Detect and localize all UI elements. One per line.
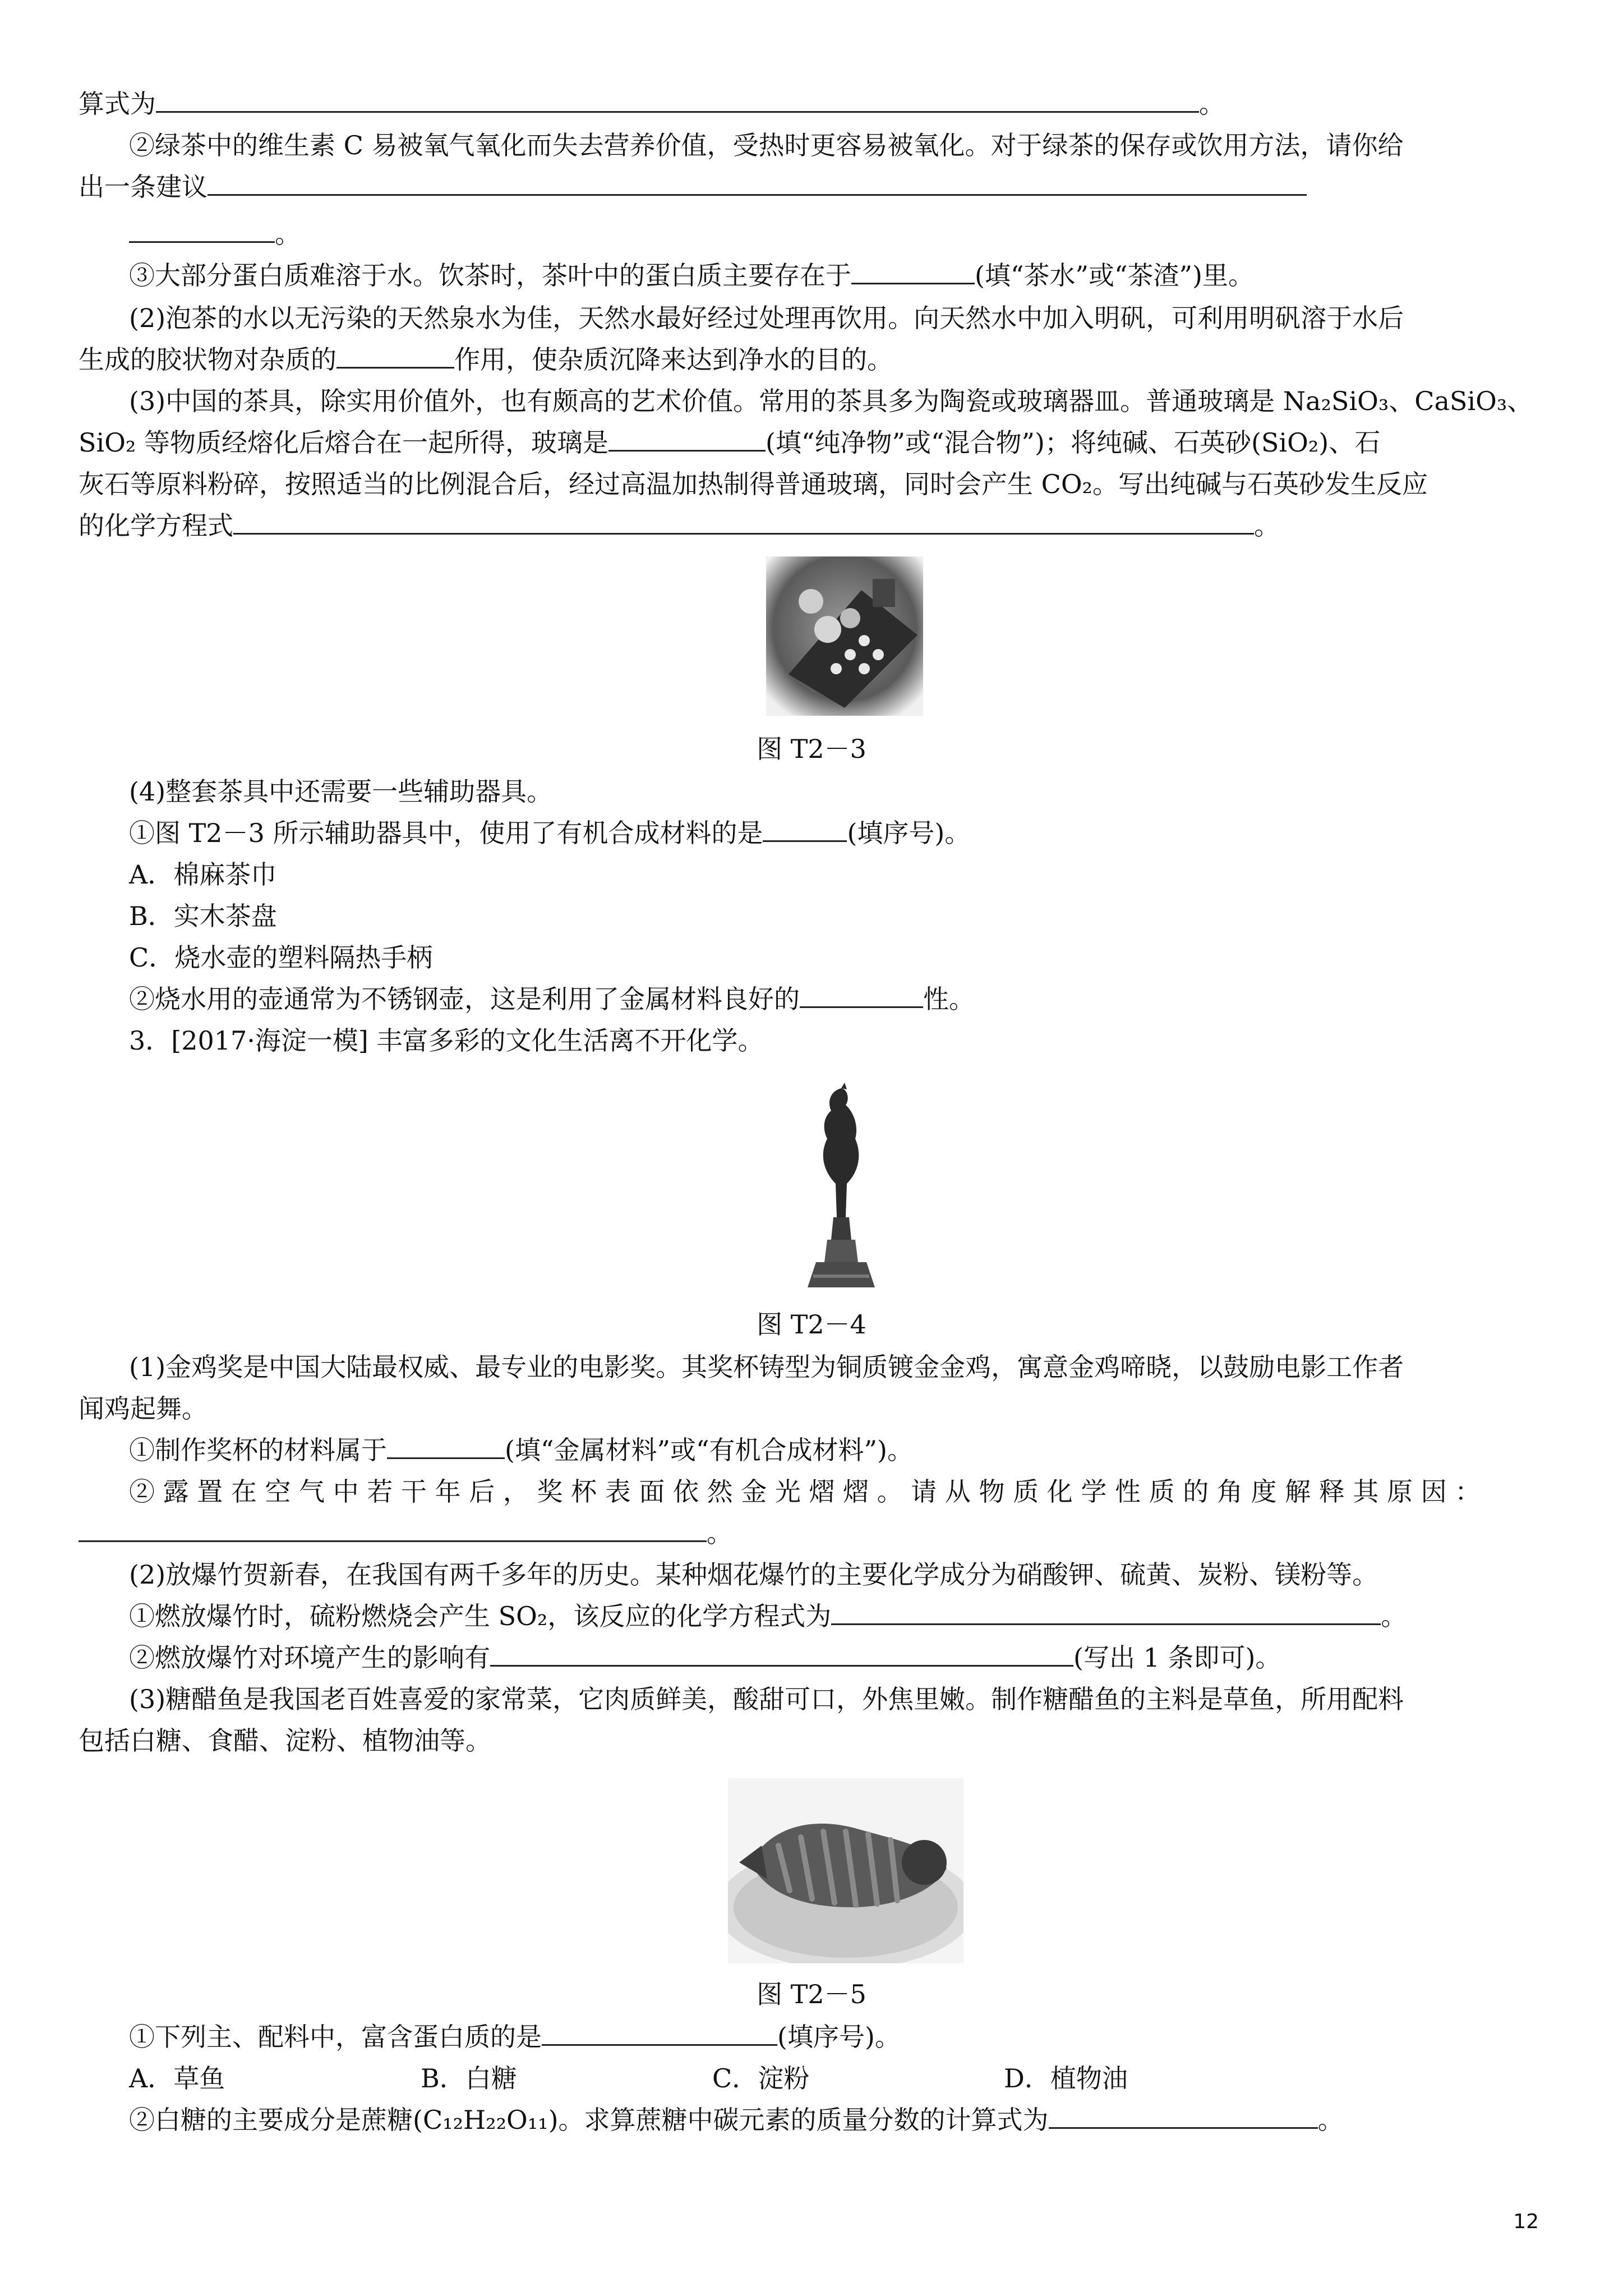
text: ②白糖的主要成分是蔗糖(C₁₂H₂₂O₁₁)。求算蔗糖中碳元素的质量分数的计算式为: [129, 2105, 1049, 2135]
text: (填“纯净物”或“混合物”)；将纯碱、石英砂(SiO₂)、石: [766, 427, 1381, 458]
answer-blank[interactable]: [851, 257, 975, 284]
answer-blank[interactable]: [208, 168, 1307, 196]
text: ② 露 置 在 空 气 中 若 干 年 后 ， 奖 杯 表 面 依 然 金 光 熠 熠 。 请 从 物 质 化 学 性 质 的 角 度 解 释 其 原 因 ：: [129, 1476, 1481, 1507]
answer-blank[interactable]: [336, 341, 454, 369]
text-line: [129, 978, 1598, 1020]
text: 3．[2017·海淀一模] 丰富多彩的文化生活离不开化学。: [129, 1025, 764, 1056]
option-c: C．烧水壶的塑料隔热手柄: [129, 942, 433, 973]
text: (3)糖醋鱼是我国老百姓喜爱的家常菜，它肉质鲜美，酸甜可口，外焦里嫩。制作糖醋鱼的主料是草鱼，所用配料: [129, 1684, 1404, 1714]
answer-blank[interactable]: [763, 815, 847, 842]
text-line: [129, 1678, 1598, 1720]
answer-blank[interactable]: [608, 424, 766, 452]
text: 性。: [923, 984, 975, 1014]
text: (1)金鸡奖是中国大陆最权威、最专业的电影奖。其奖杯铸型为铜质镀金金鸡，寓意金鸡啼晓，以鼓励电影工作者: [129, 1352, 1404, 1382]
text: (4)整套茶具中还需要一些辅助器具。: [129, 776, 553, 807]
text: ①燃放爆竹时，硫粉燃烧会产生 SO₂，该反应的化学方程式为: [129, 1601, 832, 1631]
text-line: [129, 380, 1598, 422]
text-line: [129, 255, 1598, 296]
text: (2)泡茶的水以无污染的天然泉水为佳，天然水最好经过处理再饮用。向天然水中加入明矾，可利用明矾溶于水后: [129, 303, 1404, 333]
option-line: [129, 854, 1598, 895]
text-line: [79, 339, 1548, 380]
text-line: [129, 1471, 1598, 1512]
text: SiO₂ 等物质经熔化后熔合在一起所得，玻璃是: [79, 427, 608, 458]
golden-rooster-trophy-photo: [796, 1077, 886, 1290]
text: ②燃放爆竹对环境产生的影响有: [129, 1642, 490, 1673]
text-line: [79, 166, 1548, 208]
answer-blank[interactable]: [490, 1639, 1073, 1667]
option-line: [129, 2058, 1598, 2099]
text-line: [129, 812, 1598, 854]
text-line: [129, 125, 1598, 166]
text-line: [129, 2099, 1598, 2141]
figure-caption: 图 T2－5: [757, 1979, 866, 2009]
page-number: 12: [1513, 2210, 1539, 2233]
answer-blank[interactable]: [387, 1432, 505, 1459]
figure-caption: 图 T2－4: [757, 1309, 866, 1340]
text-line: [129, 213, 1598, 255]
text: ②绿茶中的维生素 C 易被氧气氧化而失去营养价值，受热时更容易被氧化。对于绿茶的保存或饮用方法，请你给: [129, 130, 1404, 160]
text: 。: [707, 1518, 732, 1548]
text: (写出 1 条即可)。: [1073, 1642, 1281, 1673]
option-line: [129, 895, 1598, 937]
answer-blank[interactable]: [800, 981, 923, 1008]
text-line: [79, 422, 1548, 463]
text-line: [129, 1554, 1598, 1595]
sweet-sour-fish-photo: [728, 1778, 963, 1963]
text: 。: [1199, 89, 1225, 119]
text: 作用，使杂质沉降来达到净水的目的。: [454, 344, 893, 375]
option-a: A．草鱼: [129, 2063, 225, 2093]
text-line: [129, 1637, 1598, 1678]
text: 出一条建议: [79, 172, 208, 202]
text: 灰石等原料粉碎，按照适当的比例混合后，经过高温加热制得普通玻璃，同时会产生 CO₂。写出纯碱与石英砂发生反应: [79, 469, 1428, 499]
answer-blank[interactable]: [156, 85, 1199, 113]
answer-blank[interactable]: [831, 1598, 1381, 1625]
text: ①制作奖杯的材料属于: [129, 1435, 387, 1465]
question-heading: [129, 1020, 1598, 1061]
tea-set-photo: [766, 556, 923, 716]
text-line: [129, 297, 1598, 339]
text: ①图 T2－3 所示辅助器具中，使用了有机合成材料的是: [129, 818, 763, 848]
answer-blank[interactable]: [129, 215, 275, 243]
option-line: [129, 937, 1598, 978]
text: 。: [275, 219, 301, 249]
text: (填序号)。: [777, 2022, 901, 2052]
text: 。: [1317, 2105, 1344, 2135]
text-line: [129, 2016, 1598, 2058]
text-line: [79, 1720, 1548, 1761]
option-b: B．实木茶盘: [129, 901, 277, 931]
text: 的化学方程式: [79, 510, 233, 541]
text-line: [79, 83, 1548, 125]
option-a: A．棉麻茶巾: [129, 859, 277, 890]
text: (填序号)。: [847, 818, 971, 848]
answer-blank[interactable]: [1049, 2101, 1318, 2129]
answer-blank[interactable]: [542, 2018, 777, 2046]
text: (3)中国的茶具，除实用价值外，也有颇高的艺术价值。常用的茶具多为陶瓷或玻璃器皿。普通玻璃是 Na₂SiO₃、CaSiO₃、: [129, 386, 1533, 416]
text: ③大部分蛋白质难溶于水。饮茶时，茶叶中的蛋白质主要存在于: [129, 260, 851, 291]
option-d: D．植物油: [1004, 2063, 1128, 2093]
text: 。: [1381, 1601, 1407, 1631]
text-line: [129, 1429, 1598, 1471]
text-line: [79, 463, 1548, 505]
text: 闻鸡起舞。: [79, 1393, 208, 1424]
text-line: [129, 1595, 1598, 1637]
text: (填“茶水”或“茶渣”)里。: [975, 260, 1254, 291]
text: ①下列主、配料中，富含蛋白质的是: [129, 2022, 542, 2052]
option-c: C．淀粉: [712, 2063, 810, 2093]
text-line: [129, 771, 1598, 812]
text: (2)放爆竹贺新春，在我国有两千多年的历史。某种烟花爆竹的主要化学成分为硝酸钾、硫黄、炭粉、镁粉等。: [129, 1559, 1378, 1590]
text-line: [79, 505, 1548, 546]
text: 生成的胶状物对杂质的: [79, 344, 336, 375]
text: 算式为: [79, 89, 156, 119]
answer-blank[interactable]: [233, 507, 1254, 535]
text: 。: [1254, 510, 1280, 541]
text-line: [79, 1388, 1548, 1429]
option-b: B．白糖: [421, 2063, 517, 2093]
answer-blank[interactable]: [79, 1515, 707, 1542]
figure-caption: 图 T2－3: [757, 734, 866, 764]
text: ②烧水用的壶通常为不锈钢壶，这是利用了金属材料良好的: [129, 984, 800, 1014]
text: 包括白糖、食醋、淀粉、植物油等。: [79, 1726, 491, 1756]
text-line: [129, 1346, 1598, 1388]
text-line: [79, 1512, 1548, 1554]
text: (填“金属材料”或“有机合成材料”)。: [505, 1435, 913, 1465]
